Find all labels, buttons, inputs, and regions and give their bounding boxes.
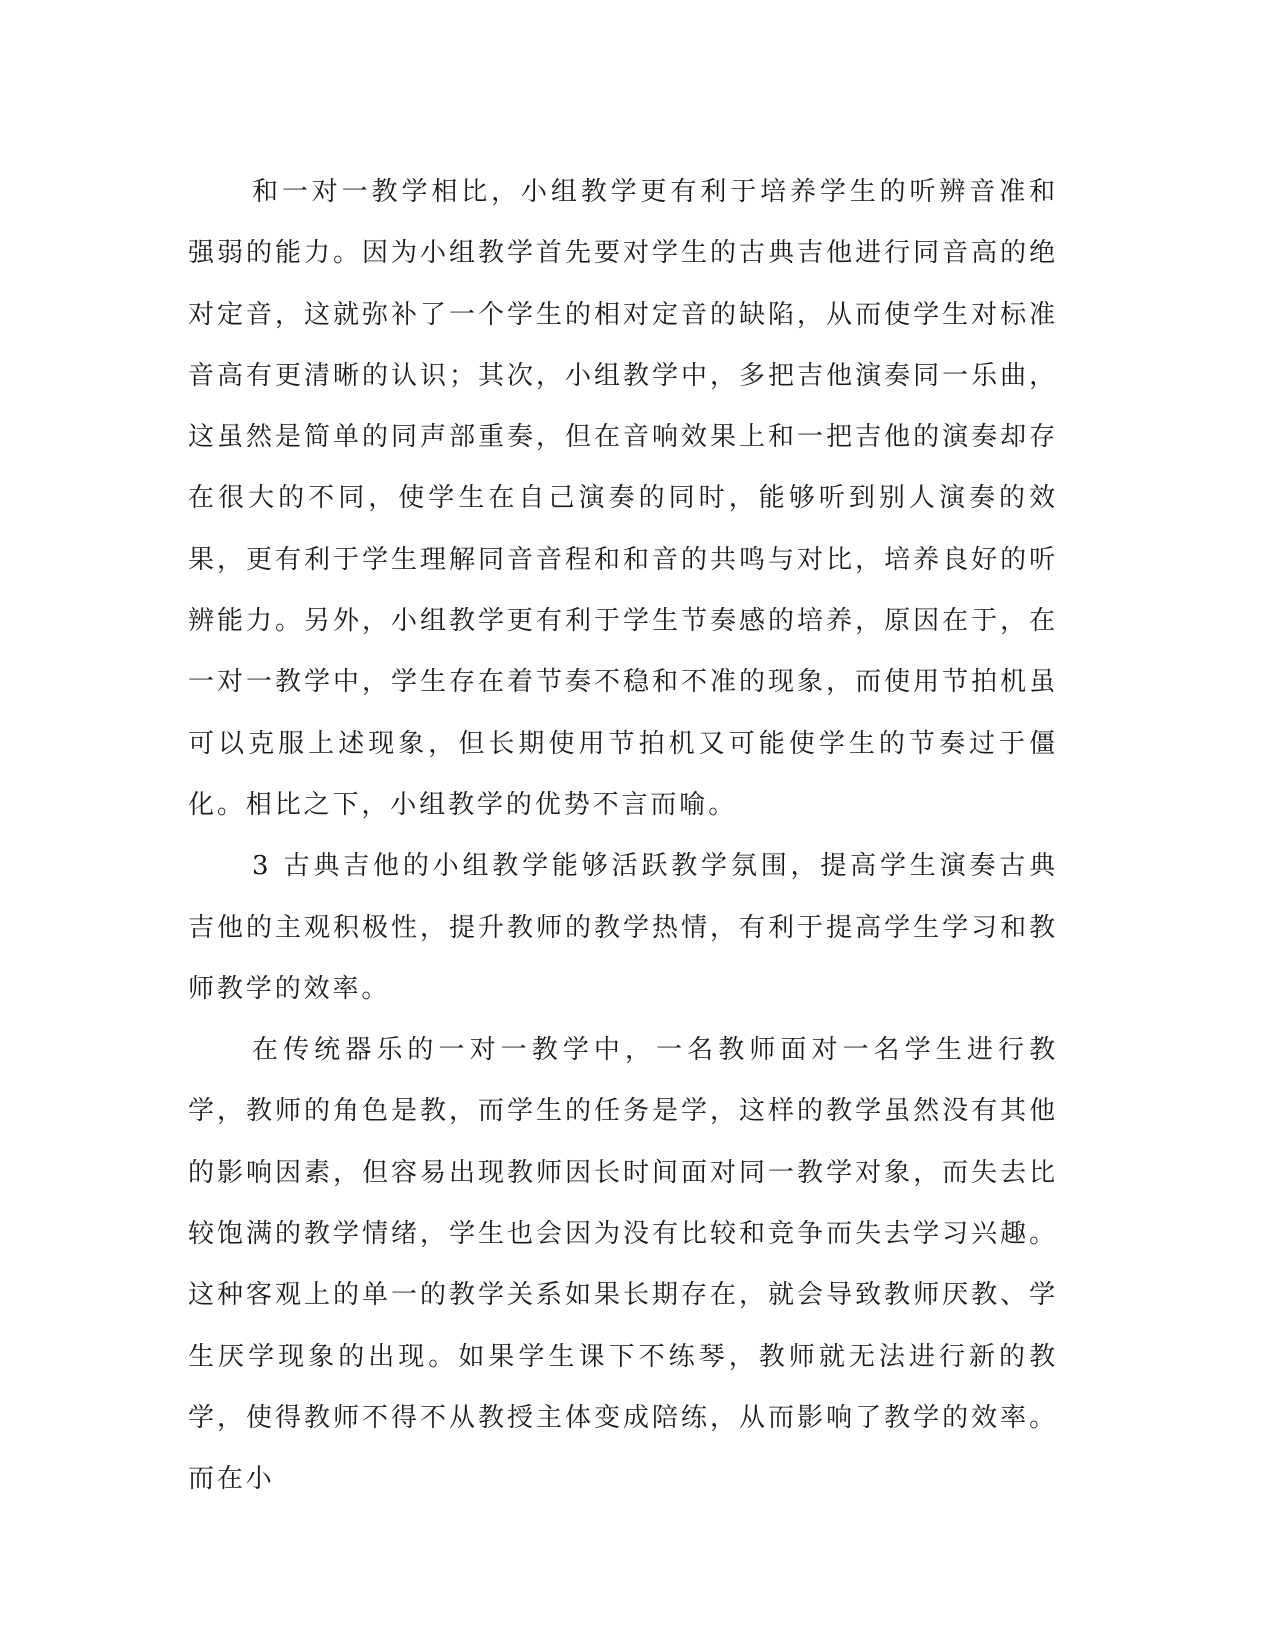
paragraph-group-teaching-listening: 和一对一教学相比，小组教学更有利于培养学生的听辨音准和强弱的能力。因为小组教学首先要对学生的古典吉他进行同音高的绝对定音，这就弥补了一个学生的相对定音的缺陷，从而使学生对标准音高有更清晰的认识；其次，小组教学中，多把吉他演奏同一乐曲，这虽然是简单的同声部重奏，但在音响效果上和一把吉他的演奏却存在很大的不同，使学生在自己演奏的同时，能够听到别人演奏的效果，更有利于学生理解同音音程和和音的共鸣与对比，培养良好的听辨能力。另外，小组教学更有利于学生节奏感的培养，原因在于，在一对一教学中，学生存在着节奏不稳和不准的现象，而使用节拍机虽可以克服上述现象，但长期使用节拍机又可能使学生的节奏过于僵化。相比之下，小组教学的优势不言而喻。 <box>188 177 1058 820</box>
paragraph-traditional-teaching: 在传统器乐的一对一教学中，一名教师面对一名学生进行教学，教师的角色是教，而学生的任务是学，这样的教学虽然没有其他的影响因素，但容易出现教师因长时间面对同一教学对象，而失去比较饱满的教学情绪，学生也会因为没有比较和竞争而失去学习兴趣。这种客观上的单一的教学关系如果长期存在，就会导致教师厌教、学生厌学现象的出现。如果学生课下不练琴，教师就无法进行新的教学，使得教师不得不从教授主体变成陪练，从而影响了教学的效率。而在小 <box>188 1035 1058 1495</box>
document-body <box>188 162 1058 1511</box>
paragraph-section-3-heading: 3 古典吉他的小组教学能够活跃教学氛围，提高学生演奏古典吉他的主观积极性，提升教师的教学热情，有利于提高学生学习和教师教学的效率。 <box>188 851 1058 1004</box>
